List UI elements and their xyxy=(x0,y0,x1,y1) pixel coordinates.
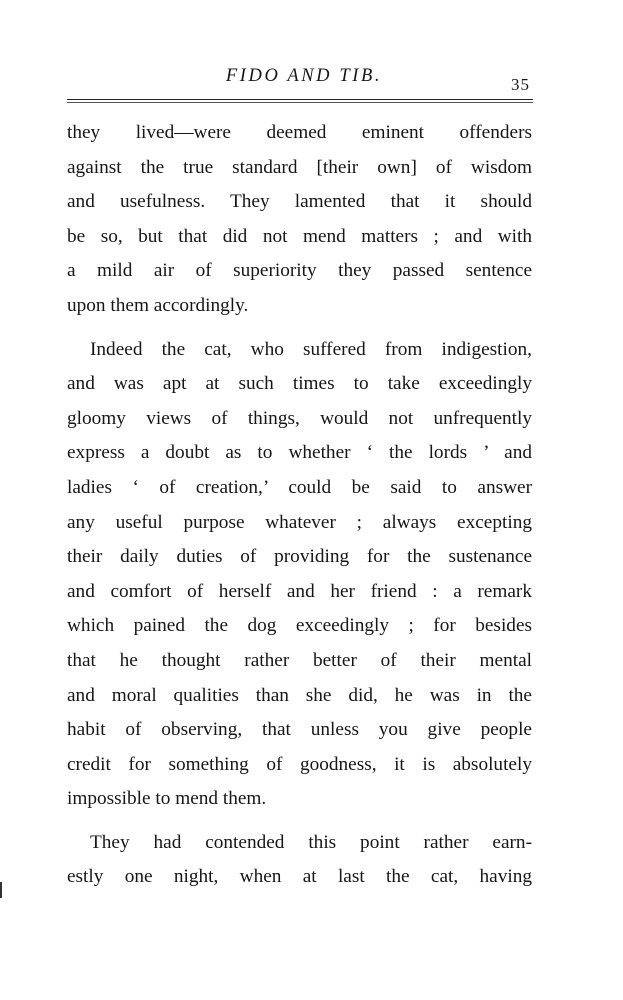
text-line: which pained the dog exceedingly ; for besides xyxy=(67,615,532,637)
paragraph-3 xyxy=(67,826,532,895)
text-line: they lived—were deemed eminent offenders xyxy=(67,122,532,143)
text-line: be so, but that did not mend matters ; and with xyxy=(67,225,532,247)
text-line: express a doubt as to whether ‘ the lords ’ and xyxy=(67,442,532,464)
text-line: credit for something of goodness, it is absolutely xyxy=(67,753,532,775)
text-line: habit of observing, that unless you give people xyxy=(67,719,532,741)
text-line: estly one night, when at last the cat, having xyxy=(67,866,532,888)
text-line: any useful purpose whatever ; always excepting xyxy=(67,511,532,533)
text-line: that he thought rather better of their mental xyxy=(67,649,532,671)
paragraph-spacing xyxy=(67,324,532,333)
running-head xyxy=(66,66,536,100)
text-line: and was apt at such times to take exceedingly xyxy=(67,373,532,395)
text-line: a mild air of superiority they passed sentence xyxy=(67,260,532,282)
text-line: and moral qualities than she did, he was in the xyxy=(67,684,532,706)
text-line: their daily duties of providing for the sustenance xyxy=(67,546,532,568)
text-line: gloomy views of things, would not unfrequently xyxy=(67,407,532,429)
running-title: FIDO AND TIB. xyxy=(225,66,383,86)
paragraph-spacing xyxy=(67,817,532,826)
paragraph-1 xyxy=(67,116,532,324)
text-line: They had contended this point rather earn- xyxy=(90,831,532,853)
paragraph-2 xyxy=(67,333,532,817)
body-text xyxy=(67,116,532,895)
text-line: impossible to mend them. xyxy=(67,788,267,810)
text-line: Indeed the cat, who suffered from indigestion, xyxy=(90,338,532,360)
text-line: and usefulness. They lamented that it should xyxy=(67,191,532,213)
header-rule xyxy=(67,99,533,100)
text-line: against the true standard [their own] of wisdom xyxy=(67,156,532,178)
text-line: upon them accordingly. xyxy=(67,294,249,316)
page-number: 35 xyxy=(511,75,530,94)
text-line: and comfort of herself and her friend : a remark xyxy=(67,580,532,602)
text-line: ladies ‘ of creation,’ could be said to answer xyxy=(67,476,532,498)
scan-edge-mark xyxy=(0,882,2,898)
